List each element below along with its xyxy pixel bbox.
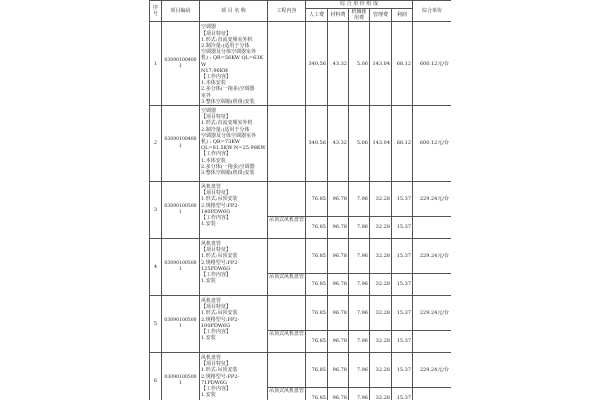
cell-machine: 7.96 bbox=[349, 388, 370, 400]
header-code: 项目编码 bbox=[162, 1, 200, 22]
name-line: 【项目特征】 bbox=[201, 247, 232, 254]
row-work bbox=[268, 239, 306, 274]
cell-profit: 15.37 bbox=[392, 274, 413, 296]
cell-total: 229.24元/台 bbox=[413, 296, 451, 331]
cell-mgmt: 32.28 bbox=[370, 274, 392, 296]
name-line: 3.整体空调箱(机组)安装 bbox=[201, 170, 255, 177]
name-line: 2.规格型号:FP2- bbox=[201, 202, 240, 209]
table-row bbox=[150, 22, 452, 106]
row-code: 030901005001 bbox=[162, 239, 200, 296]
name-line: 1.本体安装 bbox=[201, 157, 226, 164]
cell-mgmt: 32.28 bbox=[370, 296, 392, 331]
cell-material: 43.32 bbox=[328, 106, 349, 182]
name-line: 3.整体空调箱(机组)安装 bbox=[201, 98, 255, 105]
name-line: 2.规格型号:FP2- bbox=[201, 316, 240, 323]
cell-labor: 76.85 bbox=[306, 239, 328, 274]
cell-mgmt: 32.28 bbox=[370, 388, 392, 400]
name-line: N17.96KW bbox=[201, 67, 229, 74]
header-mgmt: 管理费 bbox=[370, 9, 392, 22]
cell-profit: 68.12 bbox=[392, 22, 413, 106]
name-line: 1.形式:直流变频室外机 bbox=[201, 120, 253, 127]
cell-total bbox=[413, 217, 451, 239]
row-work: 吊顶式风机盘管 bbox=[268, 388, 306, 400]
header-total: 综合单价 bbox=[413, 1, 451, 22]
row-seq: 5 bbox=[150, 296, 162, 353]
cell-mgmt: 32.28 bbox=[370, 239, 392, 274]
cell-material: 96.78 bbox=[328, 353, 349, 388]
name-line: 空调器及分体空调器室外 bbox=[201, 132, 257, 139]
cell-mgmt: 143.04 bbox=[370, 106, 392, 182]
row-name bbox=[200, 296, 268, 353]
name-line: 1.形式:吊顶安装 bbox=[201, 367, 238, 374]
row-seq: 2 bbox=[150, 106, 162, 182]
header-seq: 序号 bbox=[150, 1, 162, 22]
cell-total bbox=[413, 388, 451, 400]
cell-profit: 15.37 bbox=[392, 239, 413, 274]
name-line: 1.形式:吊顶安装 bbox=[201, 196, 238, 203]
unit-price-table bbox=[149, 0, 451, 400]
name-line: 空调器 bbox=[201, 24, 217, 31]
cell-profit: 15.37 bbox=[392, 388, 413, 400]
cell-labor: 76.85 bbox=[306, 296, 328, 331]
table-row bbox=[150, 353, 452, 388]
cell-profit: 15.37 bbox=[392, 182, 413, 217]
cell-total bbox=[413, 331, 451, 353]
cell-machine: 7.96 bbox=[349, 331, 370, 353]
name-line: 风机盘管 bbox=[201, 298, 222, 305]
name-line: 1.形式:直流变频室外机 bbox=[201, 36, 253, 43]
name-line: 2.规格型号:FP2- bbox=[201, 373, 240, 380]
name-line: 1.本体安装 bbox=[201, 80, 226, 87]
row-code: 030901005001 bbox=[162, 182, 200, 239]
header-group: 综 合 单 价 组 成 bbox=[306, 1, 413, 9]
name-line: 125PDW6G bbox=[201, 265, 231, 272]
name-line: QL=81.5KW N=25.98KW bbox=[201, 145, 266, 152]
cell-labor: 76.85 bbox=[306, 331, 328, 353]
cell-total: 600.12元/台 bbox=[413, 22, 451, 106]
cell-machine: 7.96 bbox=[349, 217, 370, 239]
cell-profit: 15.37 bbox=[392, 217, 413, 239]
table-row bbox=[150, 106, 452, 182]
row-name bbox=[200, 353, 268, 400]
name-line: 【工作内容】 bbox=[201, 329, 232, 336]
row-seq: 4 bbox=[150, 239, 162, 296]
name-line: 空调器及分体空调器室外 bbox=[201, 49, 257, 56]
cell-mgmt: 143.04 bbox=[370, 22, 392, 106]
header-work: 工程内容 bbox=[268, 1, 306, 22]
name-line: 2.制冷量:(适用于分体 bbox=[201, 126, 250, 133]
cell-machine: 7.96 bbox=[349, 296, 370, 331]
row-seq: 1 bbox=[150, 22, 162, 106]
name-line: 【项目特征】 bbox=[201, 30, 232, 37]
cell-total: 229.24元/台 bbox=[413, 182, 451, 217]
name-line: 1.安装 bbox=[201, 221, 216, 228]
table-body bbox=[150, 22, 452, 400]
cell-mgmt: 32.28 bbox=[370, 217, 392, 239]
row-seq: 6 bbox=[150, 353, 162, 400]
cell-machine: 7.96 bbox=[349, 182, 370, 217]
cell-machine: 7.96 bbox=[349, 353, 370, 388]
cell-machine: 5.06 bbox=[349, 22, 370, 106]
cell-mgmt: 32.28 bbox=[370, 353, 392, 388]
row-code: 030901004001 bbox=[162, 22, 200, 106]
cell-machine: 5.06 bbox=[349, 106, 370, 182]
cell-mgmt: 32.28 bbox=[370, 182, 392, 217]
name-line: 室外 bbox=[201, 92, 212, 99]
name-line: 2.规格型号:FP2- bbox=[201, 259, 240, 266]
name-line: 【工作内容】 bbox=[201, 215, 232, 222]
row-name bbox=[200, 22, 268, 106]
row-code: 030901005001 bbox=[162, 353, 200, 400]
name-line: 100PDW6G bbox=[201, 322, 231, 329]
name-line: 机) : QR=73KW bbox=[201, 139, 240, 146]
name-line: 【工作内容】 bbox=[201, 386, 232, 393]
name-line: 1.形式:吊顶安装 bbox=[201, 310, 238, 317]
cell-labor: 76.85 bbox=[306, 353, 328, 388]
name-line: 空调器 bbox=[201, 108, 217, 115]
row-work bbox=[268, 106, 306, 182]
cell-material: 96.78 bbox=[328, 388, 349, 400]
row-name bbox=[200, 182, 268, 239]
name-line: 【项目特征】 bbox=[201, 114, 232, 121]
name-line: 【项目特征】 bbox=[201, 361, 232, 368]
header-machine: 机械使用费 bbox=[349, 9, 370, 22]
table-row bbox=[150, 239, 452, 274]
table-row bbox=[150, 182, 452, 217]
quotation-sheet bbox=[149, 0, 451, 400]
cell-total: 229.24元/台 bbox=[413, 353, 451, 388]
name-line: 2.多分体(一拖多)空调器 bbox=[201, 163, 255, 170]
row-work: 吊顶式风机盘管 bbox=[268, 331, 306, 353]
name-line: 2.多分体(一拖多)空调器 bbox=[201, 86, 255, 93]
cell-mgmt: 32.28 bbox=[370, 331, 392, 353]
name-line: 【工作内容】 bbox=[201, 74, 232, 81]
cell-material: 96.78 bbox=[328, 217, 349, 239]
row-work: 吊顶式风机盘管 bbox=[268, 274, 306, 296]
cell-material: 43.32 bbox=[328, 22, 349, 106]
table-row bbox=[150, 296, 452, 331]
cell-material: 96.78 bbox=[328, 274, 349, 296]
cell-labor: 340.56 bbox=[306, 22, 328, 106]
name-line: 【项目特征】 bbox=[201, 190, 232, 197]
name-line: 风机盘管 bbox=[201, 355, 222, 362]
header-profit: 利润 bbox=[392, 9, 413, 22]
name-line: 机) : QR=56KW QL=63KW bbox=[201, 55, 264, 68]
cell-labor: 76.85 bbox=[306, 182, 328, 217]
row-work bbox=[268, 353, 306, 388]
cell-material: 96.78 bbox=[328, 331, 349, 353]
name-line: 风机盘管 bbox=[201, 184, 222, 191]
header-labor: 人工费 bbox=[306, 9, 328, 22]
table-header bbox=[150, 1, 452, 22]
row-code: 030901005001 bbox=[162, 296, 200, 353]
row-work bbox=[268, 22, 306, 106]
name-line: 1.安装 bbox=[201, 392, 216, 399]
cell-labor: 76.85 bbox=[306, 388, 328, 400]
cell-material: 96.78 bbox=[328, 182, 349, 217]
name-line: 1.安装 bbox=[201, 278, 216, 285]
row-work bbox=[268, 182, 306, 217]
cell-material: 96.78 bbox=[328, 239, 349, 274]
cell-machine: 7.96 bbox=[349, 274, 370, 296]
cell-labor: 76.85 bbox=[306, 274, 328, 296]
name-line: 1.形式:吊顶安装 bbox=[201, 253, 238, 260]
name-line: 1.安装 bbox=[201, 335, 216, 342]
name-line: 71PDW6G bbox=[201, 379, 228, 386]
name-line: 【项目特征】 bbox=[201, 304, 232, 311]
cell-profit: 15.37 bbox=[392, 296, 413, 331]
name-line: 140PDW6G bbox=[201, 208, 231, 215]
cell-total: 600.12元/台 bbox=[413, 106, 451, 182]
row-code: 030901004001 bbox=[162, 106, 200, 182]
row-work: 吊顶式风机盘管 bbox=[268, 217, 306, 239]
cell-total bbox=[413, 274, 451, 296]
cell-labor: 76.85 bbox=[306, 217, 328, 239]
row-name bbox=[200, 106, 268, 182]
name-line: 风机盘管 bbox=[201, 241, 222, 248]
cell-total: 229.24元/台 bbox=[413, 239, 451, 274]
header-name: 项 目 名 称 bbox=[200, 1, 268, 22]
header-material: 材料费 bbox=[328, 9, 349, 22]
row-name bbox=[200, 239, 268, 296]
row-work bbox=[268, 296, 306, 331]
cell-labor: 340.56 bbox=[306, 106, 328, 182]
name-line: 2.制冷量:(适用于分体 bbox=[201, 43, 250, 50]
name-line: 【工作内容】 bbox=[201, 272, 232, 279]
cell-material: 96.78 bbox=[328, 296, 349, 331]
name-line: 【工作内容】 bbox=[201, 151, 232, 158]
cell-machine: 7.96 bbox=[349, 239, 370, 274]
row-seq: 3 bbox=[150, 182, 162, 239]
cell-profit: 68.12 bbox=[392, 106, 413, 182]
cell-profit: 15.37 bbox=[392, 353, 413, 388]
cell-profit: 15.37 bbox=[392, 331, 413, 353]
